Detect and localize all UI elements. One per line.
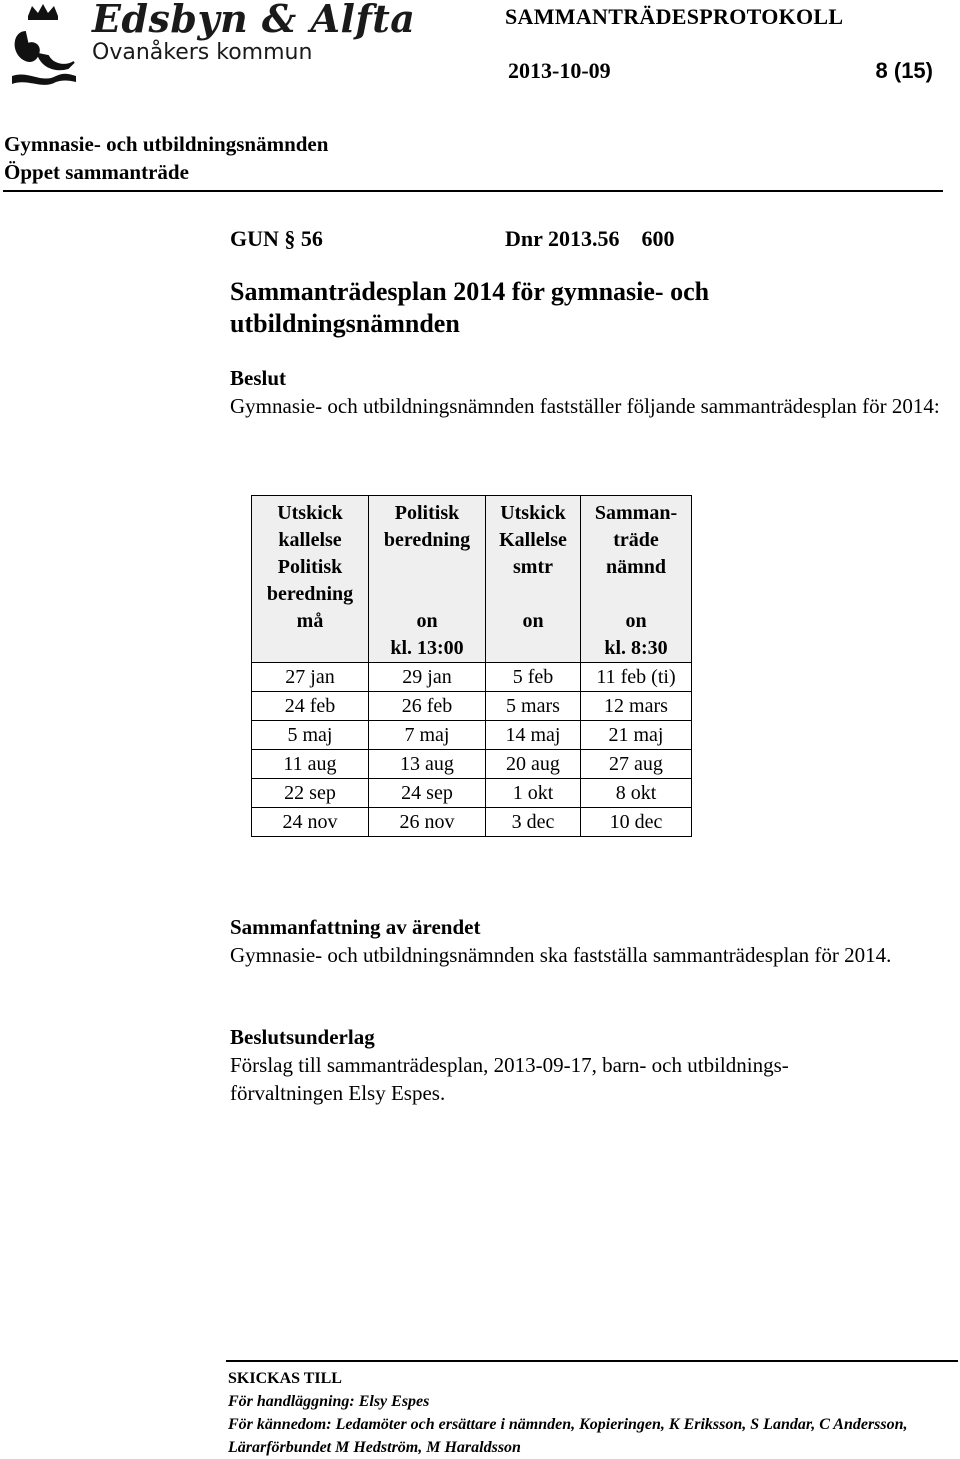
distribution-handling: För handläggning: Elsy Espes [228, 1393, 430, 1410]
table-cell: 5 maj [252, 721, 369, 750]
header-spacer [369, 554, 485, 608]
crowned-swan-icon [8, 2, 78, 90]
header-line: Politisk [277, 556, 343, 578]
summary-heading: Sammanfattning av ärendet [230, 915, 481, 939]
table-cell: 24 nov [252, 808, 369, 837]
table-cell: 8 okt [581, 779, 692, 808]
page-number: 8 (15) [875, 58, 933, 83]
header-line: Kallelse [499, 529, 567, 551]
table-cell: 7 maj [369, 721, 486, 750]
header-line: smtr [513, 556, 553, 578]
schedule-table [251, 495, 692, 837]
header-spacer [486, 635, 580, 662]
header-line: kallelse [278, 529, 342, 551]
table-cell: 5 mars [486, 692, 581, 721]
table-cell: 26 nov [369, 808, 486, 837]
table-cell: 20 aug [486, 750, 581, 779]
table-cell: 26 feb [369, 692, 486, 721]
header-line: beredning [383, 529, 471, 551]
case-id: GUN § 56 [230, 226, 323, 251]
logo-title: Edsbyn & Alfta [92, 0, 416, 41]
table-row [252, 750, 692, 779]
logo-subtitle: Ovanåkers kommun [92, 40, 313, 65]
schedule-header-cell [486, 496, 581, 663]
footer-divider [226, 1360, 958, 1362]
header-line: on [522, 610, 544, 632]
table-row [252, 721, 692, 750]
table-row [252, 692, 692, 721]
table-cell: 11 aug [252, 750, 369, 779]
basis-text: Förslag till sammanträdesplan, 2013-09-17, barn- och utbildnings-förvaltningen Elsy Espes. [230, 1053, 789, 1105]
table-cell: 27 aug [581, 750, 692, 779]
header-spacer [581, 581, 691, 608]
table-cell: 14 maj [486, 721, 581, 750]
case-title: Sammanträdesplan 2014 för gymnasie- och utbildningsnämnden [230, 277, 710, 338]
committee-block [4, 130, 328, 186]
table-cell: 5 feb [486, 663, 581, 692]
basis-section [230, 1023, 940, 1107]
meeting-type: Öppet sammanträde [4, 160, 189, 184]
header-line: on [416, 610, 438, 632]
header-line: träde [613, 529, 659, 551]
document-date: 2013-10-09 [508, 58, 611, 83]
schedule-header-row [252, 496, 692, 663]
table-cell: 1 okt [486, 779, 581, 808]
distribution-block [228, 1367, 948, 1459]
decision-section [230, 364, 940, 420]
header-line: beredning [266, 583, 354, 605]
table-cell: 29 jan [369, 663, 486, 692]
table-cell: 10 dec [581, 808, 692, 837]
basis-heading: Beslutsunderlag [230, 1025, 375, 1049]
summary-text: Gymnasie- och utbildningsnämnden ska fastställa sammanträdesplan för 2014. [230, 943, 892, 967]
schedule-header-cell [252, 496, 369, 663]
distribution-kannedom: För kännedom: Ledamöter och ersättare i nämnden, Kopieringen, K Eriksson, S Landar, C Andersson, Lärarförbundet M Hedström, M Haraldsson [228, 1416, 908, 1456]
header-line: nämnd [605, 556, 667, 578]
table-row [252, 663, 692, 692]
table-row [252, 808, 692, 837]
case-dnr: Dnr 2013.56 600 [505, 226, 675, 251]
header-line: Utskick [277, 502, 343, 524]
committee-name: Gymnasie- och utbildningsnämnden [4, 132, 329, 156]
table-cell: 27 jan [252, 663, 369, 692]
header-line: kl. 8:30 [604, 637, 668, 659]
header-line: Samman- [594, 502, 678, 524]
document-type: SAMMANTRÄDESPROTOKOLL [505, 4, 844, 29]
table-cell: 13 aug [369, 750, 486, 779]
distribution-heading: SKICKAS TILL [228, 1370, 342, 1387]
table-cell: 3 dec [486, 808, 581, 837]
table-cell: 22 sep [252, 779, 369, 808]
table-cell: 12 mars [581, 692, 692, 721]
schedule-header-cell [369, 496, 486, 663]
header-line: kl. 13:00 [390, 637, 464, 659]
summary-section [230, 913, 940, 969]
header-spacer [486, 581, 580, 608]
table-cell: 24 feb [252, 692, 369, 721]
schedule-header-cell [581, 496, 692, 663]
table-cell: 24 sep [369, 779, 486, 808]
table-row [252, 779, 692, 808]
header-line: må [296, 610, 324, 632]
header-line: on [625, 610, 647, 632]
header-line: Utskick [500, 502, 566, 524]
header-divider [3, 190, 943, 192]
decision-text: Gymnasie- och utbildningsnämnden fastställer följande sammanträdesplan för 2014: [230, 394, 940, 418]
table-cell: 21 maj [581, 721, 692, 750]
header-line: Politisk [394, 502, 460, 524]
decision-heading: Beslut [230, 366, 287, 390]
table-cell: 11 feb (ti) [581, 663, 692, 692]
